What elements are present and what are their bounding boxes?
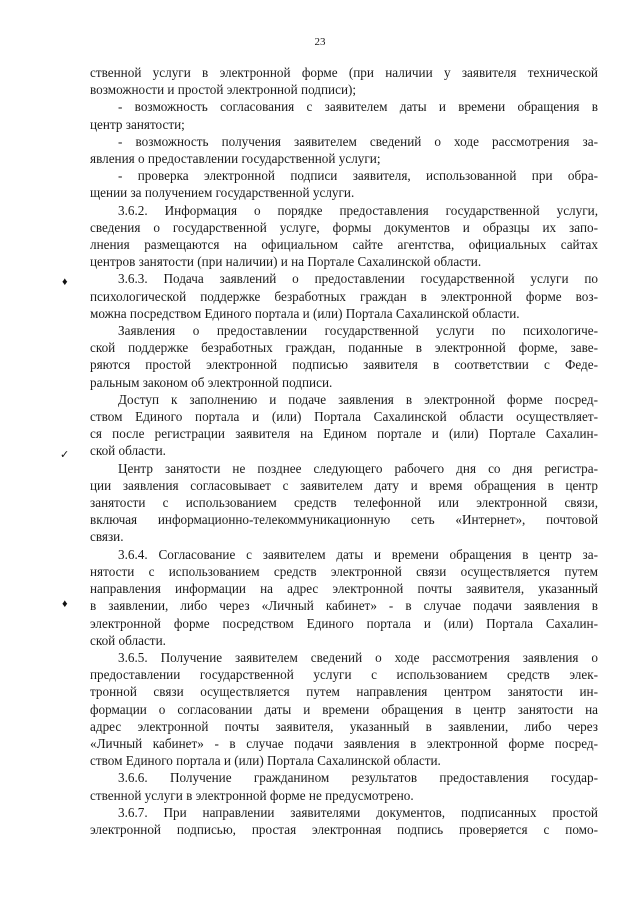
text-line: ской поддержке безработных граждан, поданные в электронной форме, заве- bbox=[90, 340, 598, 356]
text-line: предоставлении государственной услуги с использованием средств элек- bbox=[90, 667, 598, 683]
text-line: ральным законом об электронной подписи. bbox=[90, 374, 333, 390]
text-line: явления о предоставлении государственной услуги; bbox=[90, 151, 381, 167]
text-line: ской области. bbox=[90, 632, 166, 648]
margin-mark-1: ♦ bbox=[62, 276, 68, 288]
margin-mark-3: ♦ bbox=[62, 598, 68, 610]
text-line: Заявления о предоставлении государственной услуги по психологиче- bbox=[118, 323, 598, 339]
text-line: ряются простой электронной подписью заявителя в соответствии с Феде- bbox=[90, 357, 598, 373]
text-line: 3.6.7. При направлении заявителями документов, подписанных простой bbox=[118, 804, 598, 820]
document-body bbox=[90, 64, 598, 838]
text-line: лнения размещаются на официальном сайте агентства, официальных сайтах bbox=[90, 237, 598, 253]
text-line: занятости с использованием средств телефонной или электронной связи, bbox=[90, 495, 598, 511]
text-line: - возможность получения заявителем сведений о ходе рассмотрения за- bbox=[118, 133, 598, 149]
text-line: в заявлении, либо через «Личный кабинет» - в случае подачи заявления в bbox=[90, 598, 598, 614]
text-line: - возможность согласования с заявителем даты и времени обращения в bbox=[118, 99, 598, 115]
text-line: связи. bbox=[90, 529, 124, 545]
text-line: психологической поддержке безработных граждан в электронной форме воз- bbox=[90, 288, 598, 304]
text-line: электронной подписью, простая электронная подпись проверяется с помо- bbox=[90, 821, 598, 837]
text-line: возможности и простой электронной подписи); bbox=[90, 82, 357, 98]
text-line: включая информационно-телекоммуникационную сеть «Интернет», почтовой bbox=[90, 512, 598, 528]
text-line: ции заявления согласовывает с заявителем дату и время обращения в центр bbox=[90, 477, 598, 493]
text-line: ся после регистрации заявителя на Едином портале и (или) Портале Сахалин- bbox=[90, 426, 598, 442]
text-line: «Личный кабинет» - в случае подачи заявления в электронной форме посред- bbox=[90, 735, 598, 751]
text-line: 3.6.3. Подача заявлений о предоставлении государственной услуги по bbox=[118, 271, 598, 287]
text-line: центр занятости; bbox=[90, 116, 185, 132]
margin-mark-2: ✓ bbox=[60, 449, 70, 461]
text-line: 3.6.5. Получение заявителем сведений о ходе рассмотрения заявления о bbox=[118, 649, 598, 665]
text-line: 3.6.6. Получение гражданином результатов предоставления государ- bbox=[118, 770, 598, 786]
text-line: тронной связи осуществляется путем направления центром занятости ин- bbox=[90, 684, 598, 700]
text-line: ством Единого портала и (или) Портала Сахалинской области. bbox=[90, 753, 441, 769]
text-line: ственной услуги в электронной форме не предусмотрено. bbox=[90, 787, 414, 803]
text-line: можна посредством Единого портала и (или) Портала Сахалинской области. bbox=[90, 305, 520, 321]
text-line: ской области. bbox=[90, 443, 166, 459]
text-line: щении за получением государственной услуги. bbox=[90, 185, 355, 201]
text-line: формации о согласовании даты и времени обращения в центр занятости на bbox=[90, 701, 598, 717]
text-line: Доступ к заполнению и подаче заявления в электронной форме посред- bbox=[118, 391, 598, 407]
text-line: Центр занятости не позднее следующего рабочего дня со дня регистра- bbox=[118, 460, 598, 476]
text-line: ством Единого портала и (или) Портала Сахалинской области осуществляет- bbox=[90, 409, 598, 425]
text-line: электронной форме посредством Единого портала и (или) Портала Сахалин- bbox=[90, 615, 598, 631]
text-line: сведения о государственной услуге, формы документов и образцы их запо- bbox=[90, 219, 598, 235]
text-line: ственной услуги в электронной форме (при наличии у заявителя технической bbox=[90, 65, 598, 80]
text-line: - проверка электронной подписи заявителя, использованной при обра- bbox=[118, 168, 598, 184]
text-line: 3.6.2. Информация о порядке предоставления государственной услуги, bbox=[118, 202, 598, 218]
text-line: направления информации на адрес электронной почты заявителя, указанный bbox=[90, 581, 598, 597]
text-line: адрес электронной почты заявителя, указанный в заявлении, либо через bbox=[90, 718, 598, 734]
page-number: 23 bbox=[314, 36, 326, 48]
text-line: 3.6.4. Согласование с заявителем даты и времени обращения в центр за- bbox=[118, 546, 598, 562]
text-line: центров занятости (при наличии) и на Портале Сахалинской области. bbox=[90, 254, 482, 270]
text-line: нятости с использованием средств электронной связи осуществляется путем bbox=[90, 563, 598, 579]
